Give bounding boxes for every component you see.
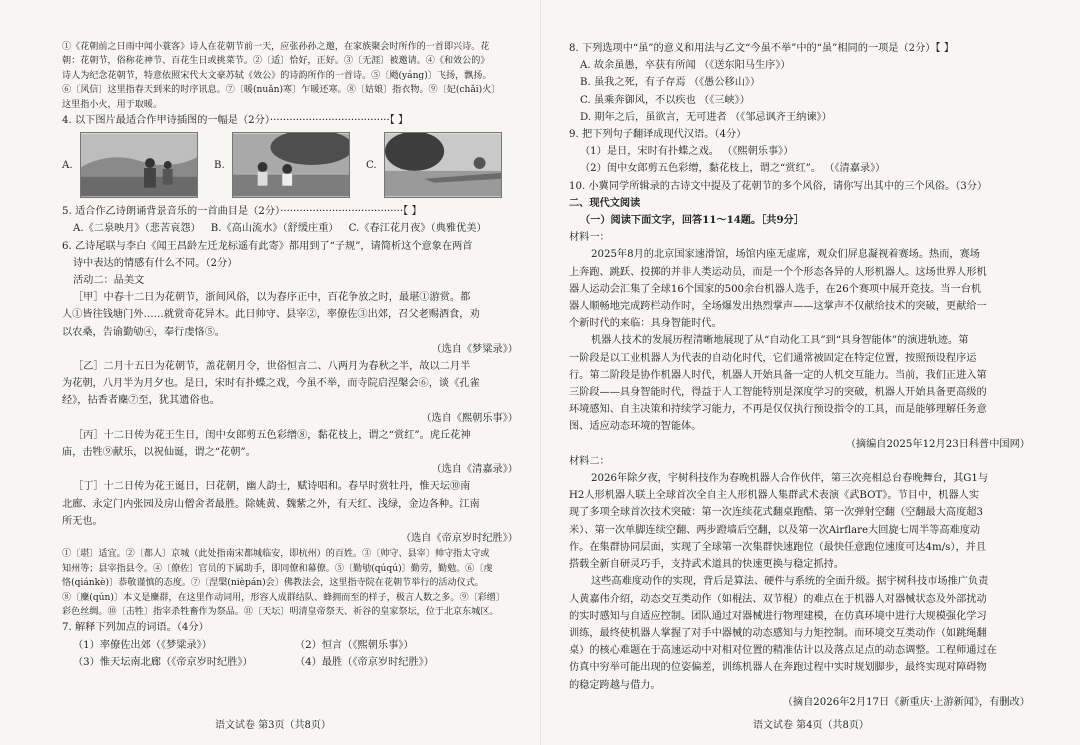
material-2-line: 的实时感知与自适应控制。团队通过对器械进行物理建模，在仿真环境中进行大规模强化学习 xyxy=(569,610,987,622)
text-jia-line: 人①皆往钱塘门外……就赏奇花异木。此日帅守、县宰②，率僚佐③出郊，召父老赐酒食，劝 xyxy=(62,309,480,321)
question-6-line: 6. 乙诗尾联与李白《闻王昌龄左迁龙标遥有此寄》都用到了“子规”，请简析这个意象在两首 xyxy=(62,240,473,252)
option-b-label: B. xyxy=(214,159,225,171)
activity-heading: 活动二：品美文 xyxy=(73,275,145,287)
q9-item-2: （2）闺中女郎剪五色彩缯，黏花枝上，谓之“赏红”。 （《清嘉录》） xyxy=(580,163,886,175)
material-2-line: 训练，最终使机器人掌握了对手中器械的动态感知与力矩控制。而环境交互类动作（如跳绳翻 xyxy=(569,627,987,639)
note-line: ①〔堪〕适宜。②〔都人〕京城（此处指南宋都城临安，即杭州）的百姓。③〔帅守、县宰〕帅守指太守或 xyxy=(62,549,490,560)
text-yi-source: （选自《熙朝乐事》） xyxy=(421,412,518,424)
question-7-row xyxy=(62,637,518,654)
q7-item-3: （3）惟天坛南北廊（《帝京岁时纪胜》） xyxy=(73,656,253,668)
question-9: 9. 把下列句子翻译成现代汉语。（4分） xyxy=(569,129,747,141)
material-2-label: 材料二： xyxy=(569,455,610,467)
question-4: 4. 以下图片最适合作甲诗插图的一幅是（2分）·····································【 】 xyxy=(62,115,409,127)
q8-option-a: A. 故余虽愚，卒获有所闻 （《送东阳马生序》） xyxy=(580,60,791,72)
question-6-line: 诗中表达的情感有什么不同。（2分） xyxy=(73,257,238,269)
illustration-a-people-in-field xyxy=(80,132,198,198)
question-7: 7. 解释下列加点的词语。（4分） xyxy=(62,622,209,634)
material-1-line: 三阶段——具身智能时代，得益于人工智能特别是深度学习的突破，机器人开始具备更高级的 xyxy=(569,387,987,399)
text-jia-line: ［甲］中春十二日为花朝节，浙间风俗，以为春序正中，百花争放之时，最堪①游赏。都 xyxy=(73,292,471,304)
notes-bottom xyxy=(62,547,518,619)
material-1-label: 材料一： xyxy=(569,232,610,244)
material-1-line: 一阶段是以工业机器人为代表的自动化时代，它们通常被固定在特定位置，按照预设程序运 xyxy=(569,352,977,364)
section-subheading: （一）阅读下面文字，回答11～14题。［共9分］ xyxy=(580,214,804,227)
note-line: ⑧〔麇(qún)〕本义是麇群，在这里作动词用，形容人成群结队、蜂拥而至的样子，极言人数之多。⑨〔彩缯〕 xyxy=(62,592,505,603)
option-c: C.《春江花月夜》（典雅优美） xyxy=(348,223,487,235)
material-1-line: 机器人技术的发展历程清晰地展现了从“自动化工具”到“具身智能体”的演进轨迹。第 xyxy=(591,335,969,347)
text-ding-line: 所无也。 xyxy=(62,515,103,527)
material-2-source: （摘自2026年2月17日《新重庆·上游新闻》，有删改） xyxy=(782,696,1030,708)
note-line: ⑥〔风信〕这里指春天到来的时序讯息。⑦〔暖(nuǎn)寒〕乍暖还寒。⑧〔姑娘〕指衣物。⑨〔妃(chǎi)火〕 xyxy=(62,85,501,96)
note-line: 知州等；县宰指县令。④〔僚佐〕官员的下属助手，即同僚和幕僚。⑤〔勤劬(qúqú)〕勤劳，勤勉。⑥〔虔 xyxy=(62,563,493,574)
note-line: 恪(qiánkè)〕恭敬谨慎的态度。⑦〔涅槃(nièpán)会〕佛教法会，这里指寺院在花朝节举行的活动仪式。 xyxy=(62,578,484,589)
material-2-line: 这些高难度动作的实现，背后是算法、硬件与系统的全面升级。据宇树科技市场推广负责 xyxy=(591,576,989,588)
text-ding-line: 北廊、永定门内张园及房山僧舍者最胜。除姚黄、魏紫之外，有天红、浅绿，金边各种。江南 xyxy=(62,498,480,510)
question-5-options xyxy=(62,220,518,237)
illustration-c-willow-lake xyxy=(384,132,502,198)
page-footer: 语文试卷 第3页（共8页） xyxy=(215,720,331,731)
question-10: 10. 小冀同学所辑录的古诗文中提及了花朝节的多个风俗，请你写出其中的三个风俗。（3分） xyxy=(569,180,988,192)
q7-item-2: （2）恒言（《熙朝乐事》） xyxy=(295,639,414,651)
material-2-line: 搭载全新自研灵巧手，支持武术道具的快速更换与稳定抓持。 xyxy=(569,559,845,571)
material-2-line: 仿真中穷举可能出现的位姿偏差，训练机器人在奔跑过程中实时规划脚步，最终实现对障碍物 xyxy=(569,662,987,674)
material-1-line: 个新时代的来临：具身智能时代。 xyxy=(569,318,722,330)
material-1-line: 2025年8月的北京国家速滑馆，场馆内座无虚席，观众们屏息凝视着赛场。热而，赛场 xyxy=(591,249,980,261)
text-ding-line: ［丁］十二日传为花王诞日，曰花朝，幽人韵士，赋诗唱和。春早时赏牡丹，惟天坛⑩南 xyxy=(73,481,471,493)
image-options xyxy=(62,131,518,199)
q8-option-b: B. 虽我之死，有子存焉 （《愚公移山》） xyxy=(580,77,761,89)
page-4 xyxy=(540,0,1080,745)
note-line: 朝：花朝节，俗称花神节、百花生日或挑菜节。②〔适〕恰好，正好。③〔无涯〕被邀请。④《和效公的》 xyxy=(62,56,490,67)
section-heading: 二、现代文阅读 xyxy=(569,196,641,209)
note-line: ①《花朝前之日雨中闻小蓑客》诗人在花朝节前一天，应张孙孙之邀，在家族聚会时所作的一首即兴诗。花 xyxy=(62,42,490,52)
q9-item-1: （1）是日，宋时有扑蝶之戏。 （《熙朝乐事》） xyxy=(580,146,794,158)
option-b: B.《高山流水》（舒缓庄重） xyxy=(210,223,339,235)
q7-item-4: （4）最胜（《帝京岁时纪胜》） xyxy=(295,656,434,668)
option-a-label: A. xyxy=(62,159,73,171)
note-line: 彩色丝绸。⑩〔击牲〕指宰杀牲畜作为祭品。⑪〔天坛〕明清皇帝祭天、祈谷的皇家祭坛，位于北京东城区。 xyxy=(62,606,499,617)
text-jia-line: 以农桑，告谕勤劬④，奉行虔恪⑤。 xyxy=(62,326,225,338)
material-1-line: 图、适应动态环境的智能体。 xyxy=(569,421,702,433)
q7-item-1: （1）率僚佐出郊（《梦粱录》） xyxy=(73,639,212,651)
material-2-line: 桌）的核心难题在于高速运动中对相对位置的精准估计以及落点足点的动态调整。工程师通过在 xyxy=(569,645,997,657)
illustration-b-group-under-tree xyxy=(232,132,350,198)
notes-top xyxy=(62,40,518,112)
text-ding-source: （选自《帝京岁时纪胜》） xyxy=(400,533,518,545)
text-jia-source: （选自《梦粱录》） xyxy=(431,343,518,355)
material-2-line: 米）、第一次单脚连续空翻、两步蹬墙后空翻，以及第一次Airflare大回旋七周半等高难度动 xyxy=(569,524,981,536)
q8-option-c: C. 虽乘奔御风，不以疾也 （《三峡》） xyxy=(580,94,750,106)
note-line: 诗人为纪念花朝节，特意依照宋代大文豪苏轼《效公》的诗韵所作的一首诗。⑤〔飏(yáng)〕飞扬，飘扬。 xyxy=(62,70,492,81)
page-footer: 语文试卷 第4页（共8页） xyxy=(753,720,869,731)
option-c-label: C. xyxy=(366,159,377,171)
material-1-line: 器人顺畅地完成跨栏动作时，全场爆发出热烈掌声——这掌声不仅献给技术的突破，更献给一 xyxy=(569,301,987,313)
text-bing-source: （选自《清嘉录》） xyxy=(431,464,518,476)
material-2-line: 现了多项全球首次技术突破：第一次连续花式翻桌跑酷、第一次弹射空翻（空翻最大高度超3 xyxy=(569,507,983,519)
material-1-line: 上奔跑、跳跃、投掷的并非人类运动员，而是一个个形态各异的人形机器人。这场世界人形机 xyxy=(569,266,987,278)
material-1-line: 环境感知、自主决策和持续学习能力，不再是仅仅执行预设指令的工具，而是能够理解任务意 xyxy=(569,404,987,416)
text-bing-line: 庙，击牲⑨献乐，以祝仙诞，谓之“花朝”。 xyxy=(62,447,256,459)
material-2-line: 作。在集群协同层面，实现了全球第一次集群快速跑位（最快任意跑位速度可达4m/s），并且 xyxy=(569,541,987,553)
question-7-row xyxy=(62,654,518,671)
q8-option-d: D. 期年之后，虽欲言，无可进者 （《邹忌讽齐王纳谏》） xyxy=(580,111,832,123)
question-5: 5. 适合作乙诗朗诵背景音乐的一首曲目是（2分）······································【 】 xyxy=(62,206,422,218)
option-a: A.《二泉映月》（悲苦哀怨） xyxy=(73,223,201,235)
material-1-source: （摘编自2025年12月23日科普中国网） xyxy=(845,438,1030,450)
question-8: 8. 下列选项中“虽”的意义和用法与乙文“今虽不举”中的“虽”相同的一项是（2分）【 】 xyxy=(569,43,955,54)
text-yi-line: 经》，拈香者麇⑦至，犹其遗俗也。 xyxy=(62,395,220,407)
material-1-line: 行。第二阶段是协作机器人时代，机器人开始具备一定的人机交互能力。当前，我们正进入第 xyxy=(569,369,987,381)
material-2-line: 2026年除夕夜，宇树科技作为春晚机器人合作伙伴，第三次亮相总台春晚舞台，其G1与 xyxy=(591,473,989,485)
material-2-line: 的稳定跨越与借力。 xyxy=(569,679,661,691)
material-2-line: H2人形机器人联上全球首次全自主人形机器人集群武术表演《武BOT》。节目中，机器人实 xyxy=(569,490,980,502)
material-1-line: 器人运动会汇集了全球16个国家的500余台机器人选手，在26个赛项中展开竞技。当一台机 xyxy=(569,283,982,295)
text-yi-line: 为花朝，八月半为月夕也。是日，宋时有扑蝶之戏，今虽不举，而寺院启涅槃会⑥，谈《孔雀 xyxy=(62,378,480,390)
material-2-line: 人黄嘉伟介绍，动态交互类动作（如棍法、双节棍）的难点在于机器人对器械状态及外部扰动 xyxy=(569,593,987,605)
note-line: 这里指小火，用于取暖。 xyxy=(62,99,163,110)
text-bing-line: ［丙］十二日传为花王生日，闺中女郎剪五色彩缯⑧，黏花枝上，谓之“赏红”。虎丘花神 xyxy=(73,429,471,441)
text-yi-line: ［乙］二月十五日为花朝节，盖花朝月令，世俗恒言二、八两月为春秋之半，故以二月半 xyxy=(73,361,471,373)
